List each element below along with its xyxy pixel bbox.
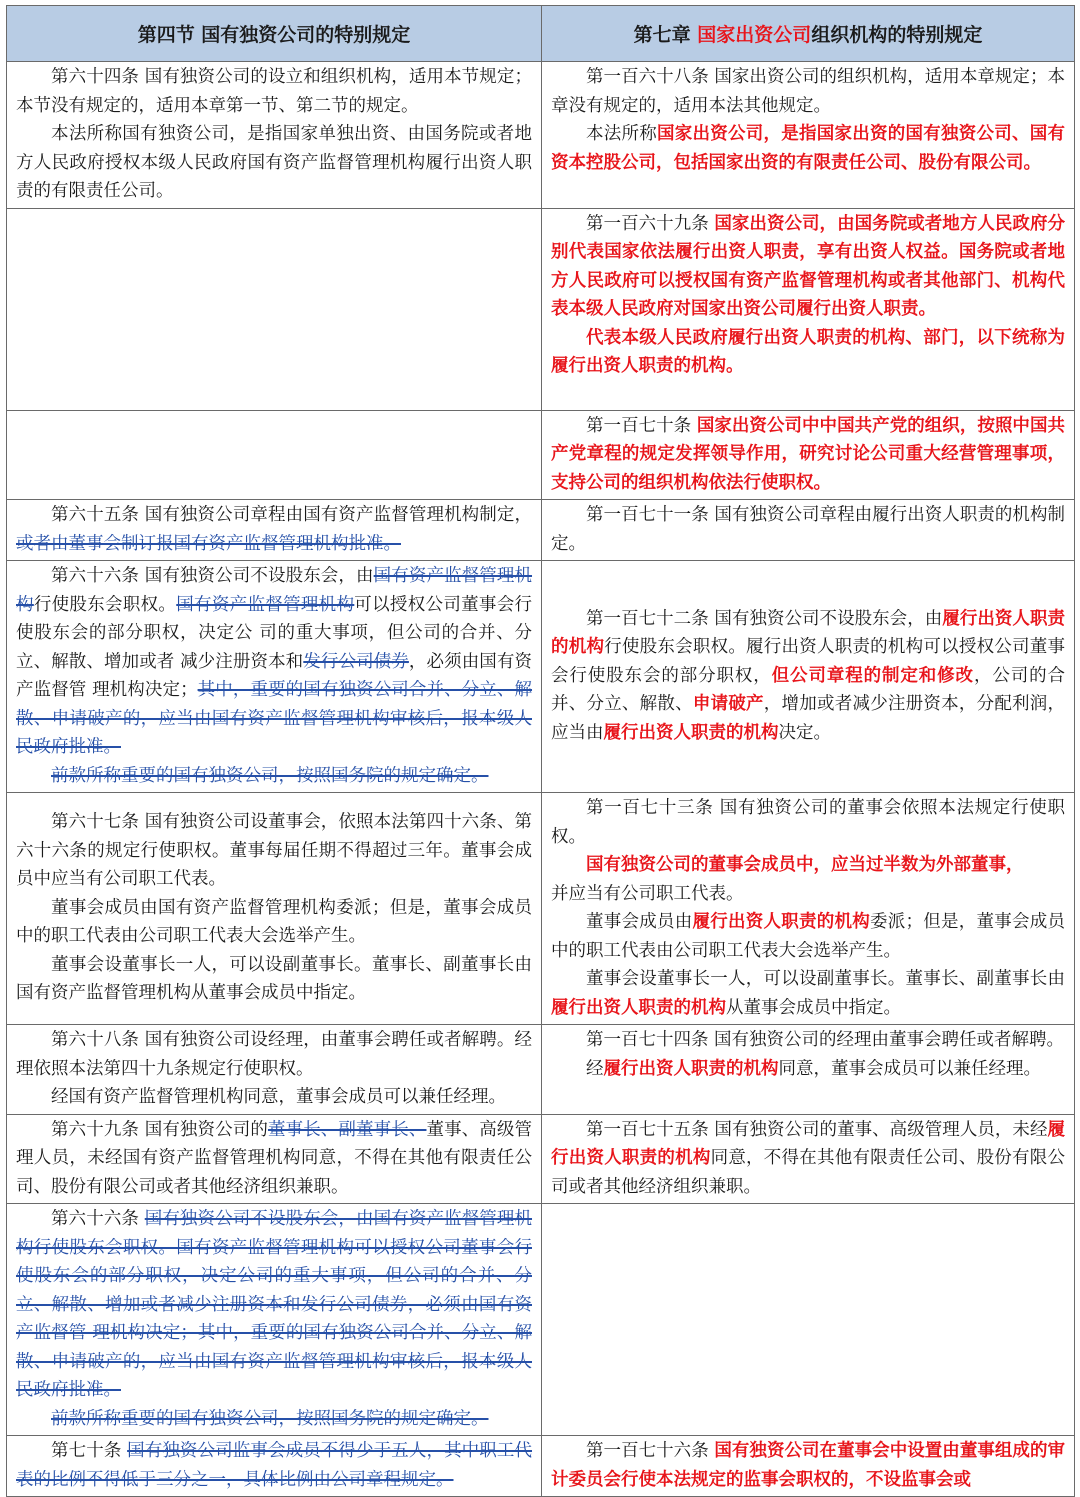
new-article-169: 第一百六十九条 国家出资公司，由国务院或者地方人民政府分别代表国家依法履行出资人职责，享有出资人权益。国务院或者地方人民政府可以授权国有资产监督管理机构或者其他部门、机构代表本级人民政府对国家出资公司履行出资人职责。 代表本级人民政府履行出资人职责的机构、部门，以下统称为履行出资人职责的机构。 xyxy=(542,208,1075,410)
old-article-65: 第六十五条 国有独资公司章程由国有资产监督管理机构制定，或者由董事会制订报国有资产监督管理机构批准。 xyxy=(7,500,542,561)
old-article-68: 第六十八条 国有独资公司设经理，由董事会聘任或者解聘。经理依照本法第四十九条规定行使职权。 经国有资产监督管理机构同意，董事会成员可以兼任经理。 xyxy=(7,1025,542,1115)
deleted-text: 或者由董事会制订报国有资产监督管理机构批准。 xyxy=(16,533,401,554)
new-article-170: 第一百七十条 国家出资公司中中国共产党的组织，按照中国共产党章程的规定发挥领导作用，研究讨论公司重大经营管理事项，支持公司的组织机构依法行使职权。 xyxy=(542,410,1075,500)
new-article-175: 第一百七十五条 国有独资公司的董事、高级管理人员，未经履行出资人职责的机构同意，不得在其他有限责任公司、股份有限公司或者其他经济组织兼职。 xyxy=(542,1114,1075,1204)
empty-cell xyxy=(7,208,542,410)
table-row xyxy=(7,561,1075,793)
table-row xyxy=(7,500,1075,561)
old-article-66-deleted: 第六十六条 国有独资公司不设股东会，由国有资产监督管理机构行使股东会职权。国有资产监督管理机构可以授权公司董事会行使股东会的部分职权，决定公司的重大事项，但公司的合并、分立、解散、增加或者减少注册资本和发行公司债券，必须由国有资产监督管-理机构决定；其中，重要的国有独资公司合并、分立、解散、申请破产的，应当由国有资产监督管理机构审核后，报本级人民政府批准。 前款所称重要的国有独资公司，按照国务院的规定确定。 xyxy=(7,1204,542,1436)
new-article-168: 第一百六十八条 国家出资公司的组织机构，适用本章规定；本章没有规定的，适用本法其他规定。 本法所称国家出资公司，是指国家出资的国有独资公司、国有资本控股公司，包括国家出资的有限责任公司、股份有限公司。 xyxy=(542,62,1075,209)
table-row xyxy=(7,793,1075,1025)
left-header: 第四节 国有独资公司的特别规定 xyxy=(7,6,542,62)
new-article-174: 第一百七十四条 国有独资公司的经理由董事会聘任或者解聘。 经履行出资人职责的机构同意，董事会成员可以兼任经理。 xyxy=(542,1025,1075,1115)
empty-cell xyxy=(542,1204,1075,1436)
table-row xyxy=(7,1025,1075,1115)
table-row xyxy=(7,1436,1075,1497)
old-article-66: 第六十六条 国有独资公司不设股东会，由国有资产监督管理机构行使股东会职权。国有资产监督管理机构可以授权公司董事会行使股东会的部分职权，决定公 司的重大事项，但公司的合并、分立、解散、增加或者 减少注册资本和发行公司债券，必须由国有资产监督管 理机构决定；其中，重要的国有独资公司合并、分立、解散、申请破产的，应当由国有资产监督管理机构审核后，报本级人民政府批准。 前款所称重要的国有独资公司，按照国务院的规定确定。 xyxy=(7,561,542,793)
old-article-70: 第七十条 国有独资公司监事会成员不得少于五人，其中职工代表的比例不得低于三分之一，具体比例由公司章程规定。 xyxy=(7,1436,542,1497)
new-article-176: 第一百七十六条 国有独资公司在董事会中设置由董事组成的审计委员会行使本法规定的监事会职权的，不设监事会或 xyxy=(542,1436,1075,1497)
old-article-69: 第六十九条 国有独资公司的董事长、副董事长、董事、高级管理人员，未经国有资产监督管理机构同意，不得在其他有限责任公司、股份有限公司或者其他经济组织兼职。 xyxy=(7,1114,542,1204)
new-article-173: 第一百七十三条 国有独资公司的董事会依照本法规定行使职权。 国有独资公司的董事会成员中，应当过半数为外部董事， 并应当有公司职工代表。 董事会成员由履行出资人职责的机构委派；但是，董事会成员中的职工代表由公司职工代表大会选举产生。 董事会设董事长一人，可以设副董事长。董事长、副董事长由履行出资人职责的机构从董事会成员中指定。 xyxy=(542,793,1075,1025)
table-row xyxy=(7,208,1075,410)
table-row xyxy=(7,1204,1075,1436)
header-row xyxy=(7,6,1075,62)
table-row xyxy=(7,410,1075,500)
new-article-171: 第一百七十一条 国有独资公司章程由履行出资人职责的机构制定。 xyxy=(542,500,1075,561)
comparison-table xyxy=(6,5,1075,1497)
table-row xyxy=(7,1114,1075,1204)
right-header: 第七章 国家出资公司组织机构的特别规定 xyxy=(542,6,1075,62)
empty-cell xyxy=(7,410,542,500)
table-row xyxy=(7,62,1075,209)
old-article-67: 第六十七条 国有独资公司设董事会，依照本法第四十六条、第六十六条的规定行使职权。董事每届任期不得超过三年。董事会成员中应当有公司职工代表。 董事会成员由国有资产监督管理机构委派；但是，董事会成员中的职工代表由公司职工代表大会选举产生。 董事会设董事长一人，可以设副董事长。董事长、副董事长由国有资产监督管理机构从董事会成员中指定。 xyxy=(7,793,542,1025)
new-article-172: 第一百七十二条 国有独资公司不设股东会，由履行出资人职责的机构行使股东会职权。履行出资人职责的机构可以授权公司董事会行使股东会的部分职权，但公司章程的制定和修改，公司的合并、分立、解散、申请破产，增加或者减少注册资本，分配利润，应当由履行出资人职责的机构决定。 xyxy=(542,561,1075,793)
old-article-64: 第六十四条 国有独资公司的设立和组织机构，适用本节规定；本节没有规定的，适用本章第一节、第二节的规定。 本法所称国有独资公司，是指国家单独出资、由国务院或者地方人民政府授权本级人民政府国有资产监督管理机构履行出资人职责的有限责任公司。 xyxy=(7,62,542,209)
